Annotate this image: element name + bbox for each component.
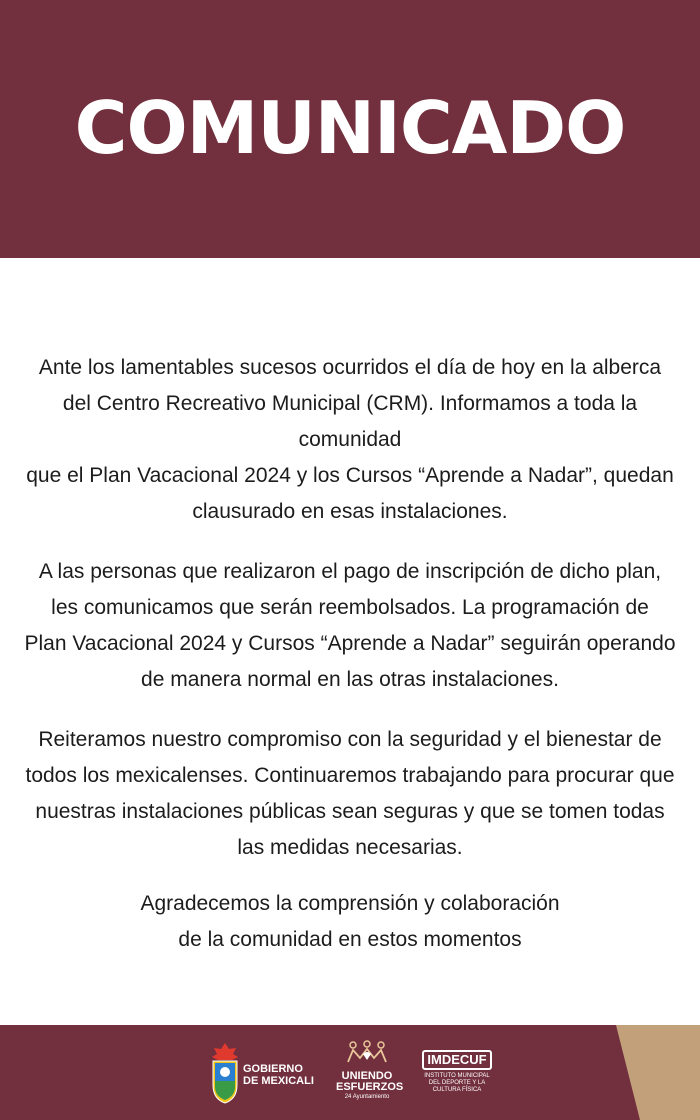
text-line: de manera normal en las otras instalaciones. <box>141 668 559 691</box>
text-line: Agradecemos la comprensión y colaboración <box>140 892 560 915</box>
announcement-body <box>20 350 680 958</box>
paragraph-1 <box>20 350 680 530</box>
text-line: que el Plan Vacacional 2024 y los Cursos “Aprende a Nadar”, quedan <box>26 464 674 487</box>
page-title: COMUNICADO <box>74 86 626 170</box>
imdecuf-subtitle: INSTITUTO MUNICIPAL DEL DEPORTE Y LA CULTURA FÍSICA <box>424 1073 490 1093</box>
paragraph-2 <box>20 554 680 698</box>
text-line: clausurado en esas instalaciones. <box>192 500 508 523</box>
text-line: todos los mexicalenses. Continuaremos trabajando para procurar que <box>25 764 675 787</box>
people-icon <box>345 1040 389 1066</box>
text-line: nuestras instalaciones públicas sean seguras y que se tomen todas <box>35 800 665 823</box>
coat-of-arms-icon <box>210 1041 240 1105</box>
gobierno-mexicali-text: GOBIERNO DE MEXICALI <box>243 1063 314 1087</box>
text-line: de la comunidad en estos momentos <box>178 928 522 951</box>
text-line: del Centro Recreativo Municipal (CRM). Informamos a toda la comunidad <box>62 392 638 451</box>
text-line: las medidas necesarias. <box>237 836 463 859</box>
gobierno-mexicali-logo <box>210 1041 240 1110</box>
text-line: les comunicamos que serán reembolsados. La programación de <box>51 596 649 619</box>
paragraph-3 <box>20 722 680 866</box>
imdecuf-name: IMDECUF <box>422 1050 491 1070</box>
header-banner <box>0 0 700 258</box>
text-line: Plan Vacacional 2024 y Cursos “Aprende a Nadar” seguirán operando <box>24 632 676 655</box>
uniendo-esfuerzos-logo: UNIENDO ESFUERZOS 24 Ayuntamiento <box>336 1040 398 1101</box>
imdecuf-logo <box>420 1050 494 1094</box>
text-line: Ante los lamentables sucesos ocurridos el día de hoy en la alberca <box>38 356 662 379</box>
paragraph-4 <box>20 886 680 958</box>
text-line: Reiteramos nuestro compromiso con la seguridad y el bienestar de <box>38 728 662 751</box>
text-line: A las personas que realizaron el pago de inscripción de dicho plan, <box>38 560 662 583</box>
footer-accent-stripe <box>600 1025 700 1120</box>
